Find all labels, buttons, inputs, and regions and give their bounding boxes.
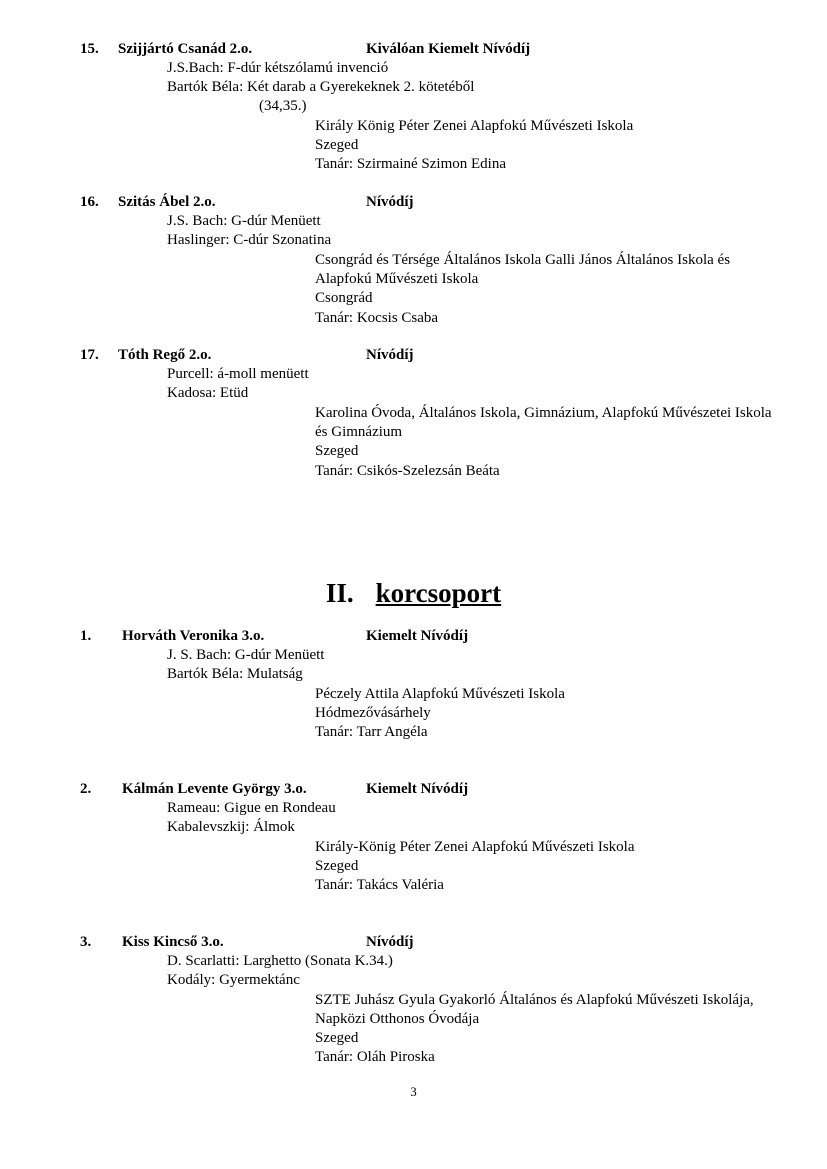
entry-city: Hódmezővásárhely xyxy=(315,705,431,721)
entry-piece: J.S. Bach: G-dúr Menüett xyxy=(167,213,321,229)
entry-teacher: Tanár: Szirmainé Szimon Edina xyxy=(315,156,506,172)
entry-piece: Bartók Béla: Két darab a Gyerekeknek 2. kötetéből xyxy=(167,79,475,95)
entry-school: Napközi Otthonos Óvodája xyxy=(315,1011,480,1027)
entry-piece: J.S.Bach: F-dúr kétszólamú invenció xyxy=(167,60,389,76)
entry-award: Kiemelt Nívódíj xyxy=(366,628,469,644)
entry-teacher: Tanár: Csikós-Szelezsán Beáta xyxy=(315,463,500,479)
entry-city: Csongrád xyxy=(315,290,373,306)
entry-piece: Bartók Béla: Mulatság xyxy=(167,666,303,682)
entry-teacher: Tanár: Takács Valéria xyxy=(315,877,444,893)
section-numeral: II. xyxy=(325,578,354,608)
entry-teacher: Tanár: Tarr Angéla xyxy=(315,724,428,740)
entry-number: 16. xyxy=(80,194,99,210)
entry-piece: Kabalevszkij: Álmok xyxy=(167,819,295,835)
entry-name: Tóth Regő 2.o. xyxy=(118,347,212,363)
entry-piece: Rameau: Gigue en Rondeau xyxy=(167,800,336,816)
entry-piece: D. Scarlatti: Larghetto (Sonata K.34.) xyxy=(167,953,393,969)
entry-school: és Gimnázium xyxy=(315,424,403,440)
entry-piece: J. S. Bach: G-dúr Menüett xyxy=(167,647,325,663)
entry-teacher: Tanár: Oláh Piroska xyxy=(315,1049,435,1065)
entry-name: Kálmán Levente György 3.o. xyxy=(122,781,307,797)
entry-number: 2. xyxy=(80,781,92,797)
entry-school: Péczely Attila Alapfokú Művészeti Iskola xyxy=(315,686,565,702)
entry-number: 3. xyxy=(80,934,92,950)
entry-piece-continuation: (34,35.) xyxy=(259,98,307,114)
entry-city: Szeged xyxy=(315,137,359,153)
entry-name: Szitás Ábel 2.o. xyxy=(118,194,216,210)
entry-award: Nívódíj xyxy=(366,934,414,950)
entry-award: Kiválóan Kiemelt Nívódíj xyxy=(366,41,531,57)
entry-teacher: Tanár: Kocsis Csaba xyxy=(315,310,439,326)
entry-city: Szeged xyxy=(315,443,359,459)
entry-city: Szeged xyxy=(315,1030,359,1046)
entry-name: Szijjártó Csanád 2.o. xyxy=(118,41,253,57)
entry-school: Király-König Péter Zenei Alapfokú Művészeti Iskola xyxy=(315,839,635,855)
entry-award: Nívódíj xyxy=(366,347,414,363)
section-heading xyxy=(0,576,827,610)
section-word: korcsoport xyxy=(375,578,502,608)
entry-school: Karolina Óvoda, Általános Iskola, Gimnázium, Alapfokú Művészetei Iskola xyxy=(315,405,772,421)
entry-school: Alapfokú Művészeti Iskola xyxy=(315,271,479,287)
entry-name: Kiss Kincső 3.o. xyxy=(122,934,224,950)
entry-piece: Purcell: á-moll menüett xyxy=(167,366,309,382)
entry-award: Kiemelt Nívódíj xyxy=(366,781,469,797)
entry-number: 15. xyxy=(80,41,99,57)
entry-name: Horváth Veronika 3.o. xyxy=(122,628,265,644)
entry-school: Király König Péter Zenei Alapfokú Művészeti Iskola xyxy=(315,118,634,134)
page-number: 3 xyxy=(410,1084,417,1099)
entry-piece: Kadosa: Etüd xyxy=(167,385,249,401)
entry-piece: Haslinger: C-dúr Szonatina xyxy=(167,232,332,248)
entry-school: Csongrád és Térsége Általános Iskola Galli János Általános Iskola és xyxy=(315,252,731,268)
entry-number: 1. xyxy=(80,628,92,644)
entry-number: 17. xyxy=(80,347,99,363)
entry-school: SZTE Juhász Gyula Gyakorló Általános és Alapfokú Művészeti Iskolája, xyxy=(315,992,754,1008)
entry-city: Szeged xyxy=(315,858,359,874)
entry-award: Nívódíj xyxy=(366,194,414,210)
entry-piece: Kodály: Gyermektánc xyxy=(167,972,300,988)
